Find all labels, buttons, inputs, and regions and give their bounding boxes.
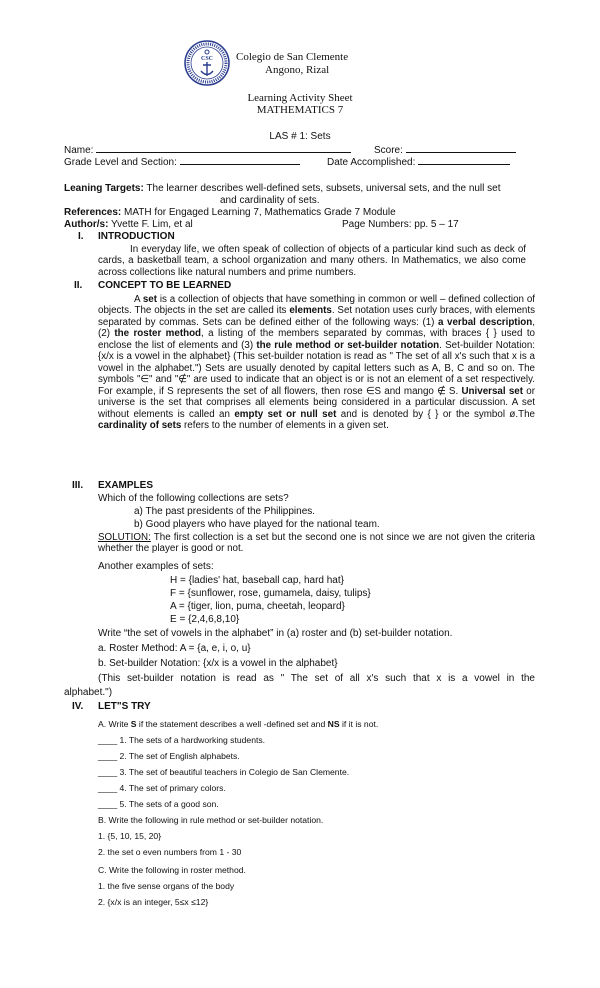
try-b-2: 2. the set o even numbers from 1 - 30 xyxy=(98,847,242,857)
try-item-5[interactable]: ____ 5. The sets of a good son. xyxy=(98,799,219,809)
concept-paragraph xyxy=(98,294,535,431)
another-examples: Another examples of sets: xyxy=(98,561,214,572)
term-elements: elements xyxy=(289,305,332,317)
try-a-instruction xyxy=(98,718,378,730)
term-roster-method: the roster method xyxy=(114,328,202,340)
try-a-text: if the statement describes a well -defined set and xyxy=(136,719,328,729)
try-item-3[interactable]: ____ 3. The set of beautiful teachers in Colegio de San Clemente. xyxy=(98,767,350,777)
authors-text: Yvette F. Lim, et al xyxy=(108,219,193,230)
concept-text: refers to the number of elements in a given set. xyxy=(181,419,389,431)
intro-paragraph xyxy=(98,244,526,278)
term-rule-method: the rule method or set-builder notation xyxy=(256,339,440,351)
date-field[interactable] xyxy=(327,155,510,169)
page-numbers: Page Numbers: pp. 5 – 17 xyxy=(342,219,459,230)
section-2-title: CONCEPT TO BE LEARNED xyxy=(98,280,232,291)
authors-label: Author/s: xyxy=(64,219,109,230)
term-universal-set: Universal set xyxy=(461,385,524,397)
section-4-number: IV. xyxy=(72,701,84,712)
read-note-line1: (This set-builder notation is read as " The set of all x's such that x is a vowel in the xyxy=(98,673,535,684)
set-a: A = {tiger, lion, puma, cheetah, leopard} xyxy=(170,601,345,612)
examples-question: Which of the following collections are sets? xyxy=(98,493,289,504)
try-c-2: 2. {x/x is an integer, 5≤x ≤12} xyxy=(98,897,209,907)
try-a-text: if it is not. xyxy=(339,719,379,729)
example-a: a) The past presidents of the Philippines. xyxy=(134,506,316,517)
concept-text: A xyxy=(134,294,143,305)
section-3-number: III. xyxy=(72,480,84,491)
references-text: MATH for Engaged Learning 7, Mathematics Grade 7 Module xyxy=(121,207,396,218)
solution-text: The first collection is a set but the second one is not since we are not given the criteria whether the player is good or not. xyxy=(98,532,535,555)
name-label: Name: xyxy=(64,145,94,156)
learning-targets xyxy=(64,183,501,195)
concept-text: . Set-builder Notation: {x/x is a vowel in the alphabet} (This set-builder notation is read as " The set of all x's such that x is a vowel in the alphabet.") Sets are usually denoted by capital letters such as A, B, C and so on. The symbols "∈" and "∉" are used to indicate that an object is or is not an element of a set respectively. For example, if S represents the set of all flowers, then rose ∈S and mango ∉ S. xyxy=(98,339,535,397)
term-set: set xyxy=(142,294,157,305)
references-label: References: xyxy=(64,207,122,218)
try-a-ns: NS xyxy=(327,719,340,729)
concept-text: and is denoted by { } or the symbol ø.The xyxy=(336,408,535,420)
builder-answer: b. Set-builder Notation: {x/x is a vowel in the alphabet} xyxy=(98,658,338,669)
try-b-1: 1. {5, 10, 15, 20} xyxy=(98,831,162,841)
date-label: Date Accomplished: xyxy=(327,157,416,168)
section-3-title: EXAMPLES xyxy=(98,480,154,491)
authors xyxy=(64,219,193,231)
set-h: H = {ladies' hat, baseball cap, hard hat} xyxy=(170,575,344,586)
concept-text: is a collection of objects that have something in common or well – defined collection of objects. The objects in the set are called its xyxy=(98,294,536,317)
concept-text: or universe is the set that comprises all elements being considered in a particular discussion. A set without elements is called an xyxy=(98,385,535,420)
try-b-instruction: B. Write the following in rule method or set-builder notation. xyxy=(98,815,324,825)
section-1-title: INTRODUCTION xyxy=(98,231,175,242)
subject-title: MATHEMATICS 7 xyxy=(256,104,344,116)
write-vowels: Write “the set of vowels in the alphabet” in (a) roster and (b) set-builder notation. xyxy=(98,628,453,639)
solution-label: SOLUTION: xyxy=(98,532,151,543)
targets-text-line2: and cardinality of sets. xyxy=(220,195,320,206)
try-item-1[interactable]: ____ 1. The sets of a hardworking students. xyxy=(98,735,266,745)
read-note-line2: alphabet.") xyxy=(64,687,113,698)
example-b: b) Good players who have played for the national team. xyxy=(134,519,380,530)
school-seal-logo xyxy=(184,40,230,86)
try-c-instruction: C. Write the following in roster method. xyxy=(98,865,246,875)
term-empty-set: empty set or null set xyxy=(234,408,337,420)
targets-label: Leaning Targets: xyxy=(64,183,144,194)
try-c-1: 1. the five sense organs of the body xyxy=(98,881,235,891)
references xyxy=(64,207,396,219)
grade-section-field[interactable] xyxy=(64,155,300,169)
concept-text: . Set notation uses curly braces, with elements separated by commas. Sets can be defined either of the following ways: (1) xyxy=(98,305,535,328)
set-e: E = {2,4,6,8,10} xyxy=(170,614,240,625)
sheet-title: Learning Activity Sheet xyxy=(247,92,353,104)
targets-text: The learner describes well-defined sets, subsets, universal sets, and the null set xyxy=(143,183,501,194)
section-2-number: II. xyxy=(74,280,83,291)
school-location: Angono, Rizal xyxy=(265,64,330,76)
section-1-number: I. xyxy=(78,231,84,242)
try-item-4[interactable]: ____ 4. The set of primary colors. xyxy=(98,783,226,793)
score-label: Score: xyxy=(374,145,403,156)
term-cardinality: cardinality of sets xyxy=(98,419,182,431)
term-verbal-description: a verbal description xyxy=(438,316,533,328)
grade-section-label: Grade Level and Section: xyxy=(64,157,177,168)
las-title: LAS # 1: Sets xyxy=(269,131,331,142)
section-4-title: LET"S TRY xyxy=(98,701,151,712)
try-item-2[interactable]: ____ 2. The set of English alphabets. xyxy=(98,751,240,761)
concept-text: , (2) xyxy=(98,316,535,340)
try-a-text: A. Write xyxy=(98,719,131,729)
set-f: F = {sunflower, rose, gumamela, daisy, tulips} xyxy=(170,588,371,599)
seal-initials: CSC xyxy=(200,56,214,62)
roster-answer: a. Roster Method: A = {a, e, i, o, u} xyxy=(98,643,251,654)
try-a-s: S xyxy=(130,719,137,729)
concept-text: , a listing of the members separated by commas, with braces { } used to enclose the list of elements and (3) xyxy=(98,328,535,351)
intro-text: In everyday life, we often speak of collection of objects of a particular kind such as deck of cards, a basketball team, a school organization and many others. In Mathematics, we also come across collections like natural numbers and prime numbers. xyxy=(98,244,526,278)
school-name: Colegio de San Clemente xyxy=(236,51,349,63)
solution-paragraph xyxy=(98,532,535,555)
